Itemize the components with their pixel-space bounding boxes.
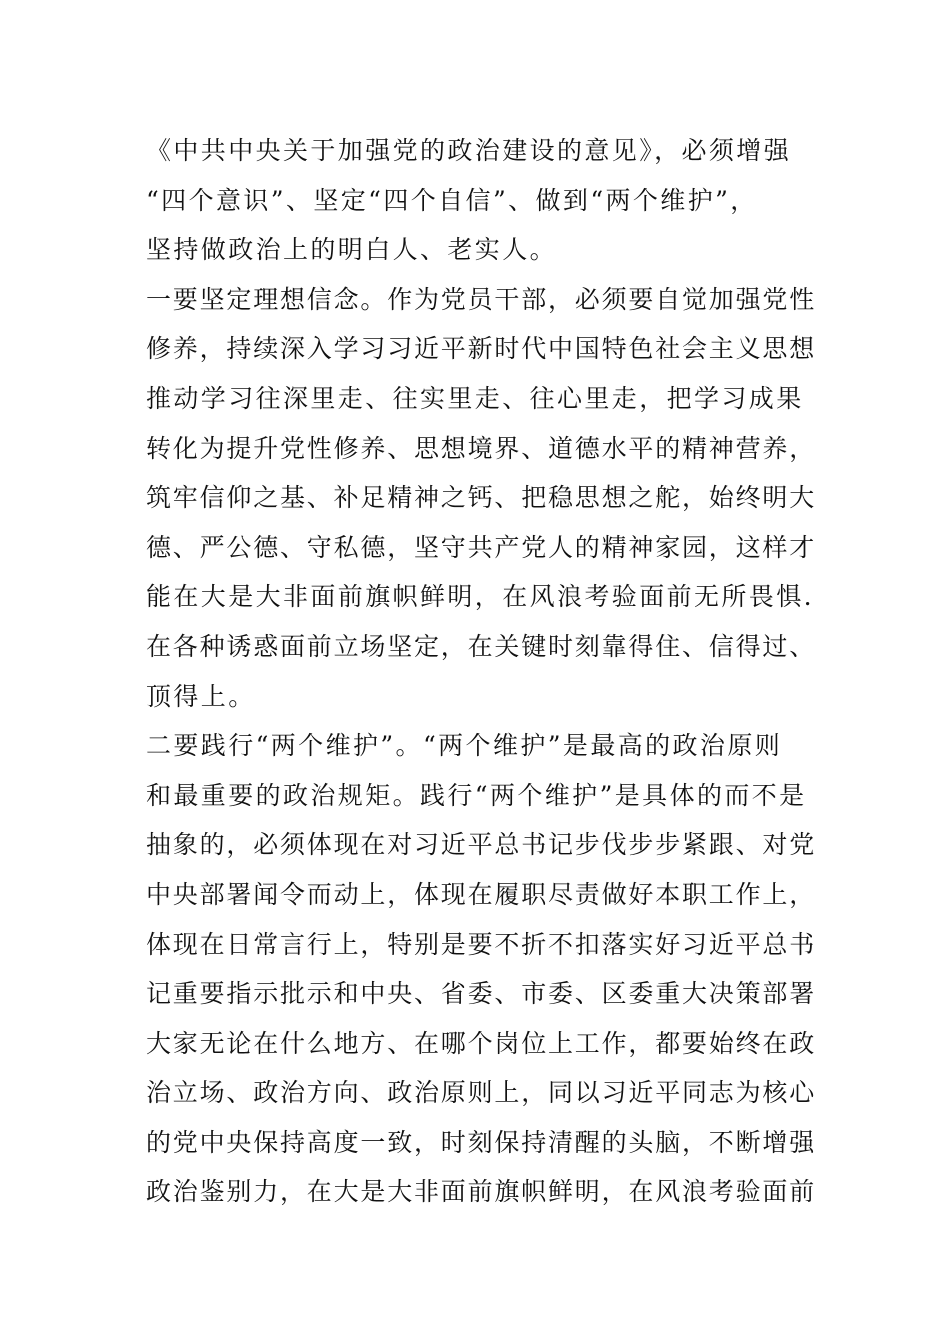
text-line: 筑牢信仰之基、补足精神之钙、把稳思想之舵，始终明大: [146, 483, 817, 513]
text-line: 体现在日常言行上，特别是要不折不扣落实好习近平总书: [146, 929, 817, 959]
text-line: 德、严公德、守私德，坚守共产党人的精神家园，这样才: [146, 532, 817, 562]
text-line: 的党中央保持高度一致，时刻保持清醒的头脑，不断增强: [146, 1127, 817, 1157]
text-line: “四个意识”、坚定“四个自信”、做到“两个维护”，: [146, 185, 758, 215]
text-line: 和最重要的政治规矩。践行“两个维护”是具体的而不是: [146, 780, 807, 810]
text-line: 抽象的，必须体现在对习近平总书记步伐步步紧跟、对党: [146, 830, 817, 860]
body-text: [146, 126, 816, 1217]
text-line: 顶得上。: [146, 681, 256, 711]
text-line: 中央部署闻令而动上，体现在履职尽责做好本职工作上，: [146, 879, 817, 909]
text-line: 推动学习往深里走、往实里走、往心里走，把学习成果: [146, 383, 804, 413]
text-line: 治立场、政治方向、政治原则上，同以习近平同志为核心: [146, 1078, 817, 1108]
text-line: 二要践行“两个维护”。“两个维护”是最高的政治原则: [146, 731, 783, 761]
text-line: 在各种诱惑面前立场坚定，在关键时刻靠得住、信得过、: [146, 631, 817, 661]
text-line: 能在大是大非面前旗帜鲜明，在风浪考验面前无所畏惧.: [146, 582, 814, 612]
text-line: 坚持做政治上的明白人、老实人。: [146, 235, 558, 265]
text-line: 大家无论在什么地方、在哪个岗位上工作，都要始终在政: [146, 1028, 817, 1058]
text-line: 政治鉴别力，在大是大非面前旗帜鲜明，在风浪考验面前: [146, 1177, 817, 1207]
text-line: 《中共中央关于加强党的政治建设的意见》，必须增强: [146, 136, 792, 165]
text-line: 记重要指示批示和中央、省委、市委、区委重大决策部署: [146, 979, 817, 1009]
text-line: 转化为提升党性修养、思想境界、道德水平的精神营养，: [146, 433, 817, 463]
text-line: 修养，持续深入学习习近平新时代中国特色社会主义思想: [146, 334, 817, 364]
text-line: 一要坚定理想信念。作为党员干部，必须要自觉加强党性: [146, 284, 817, 314]
